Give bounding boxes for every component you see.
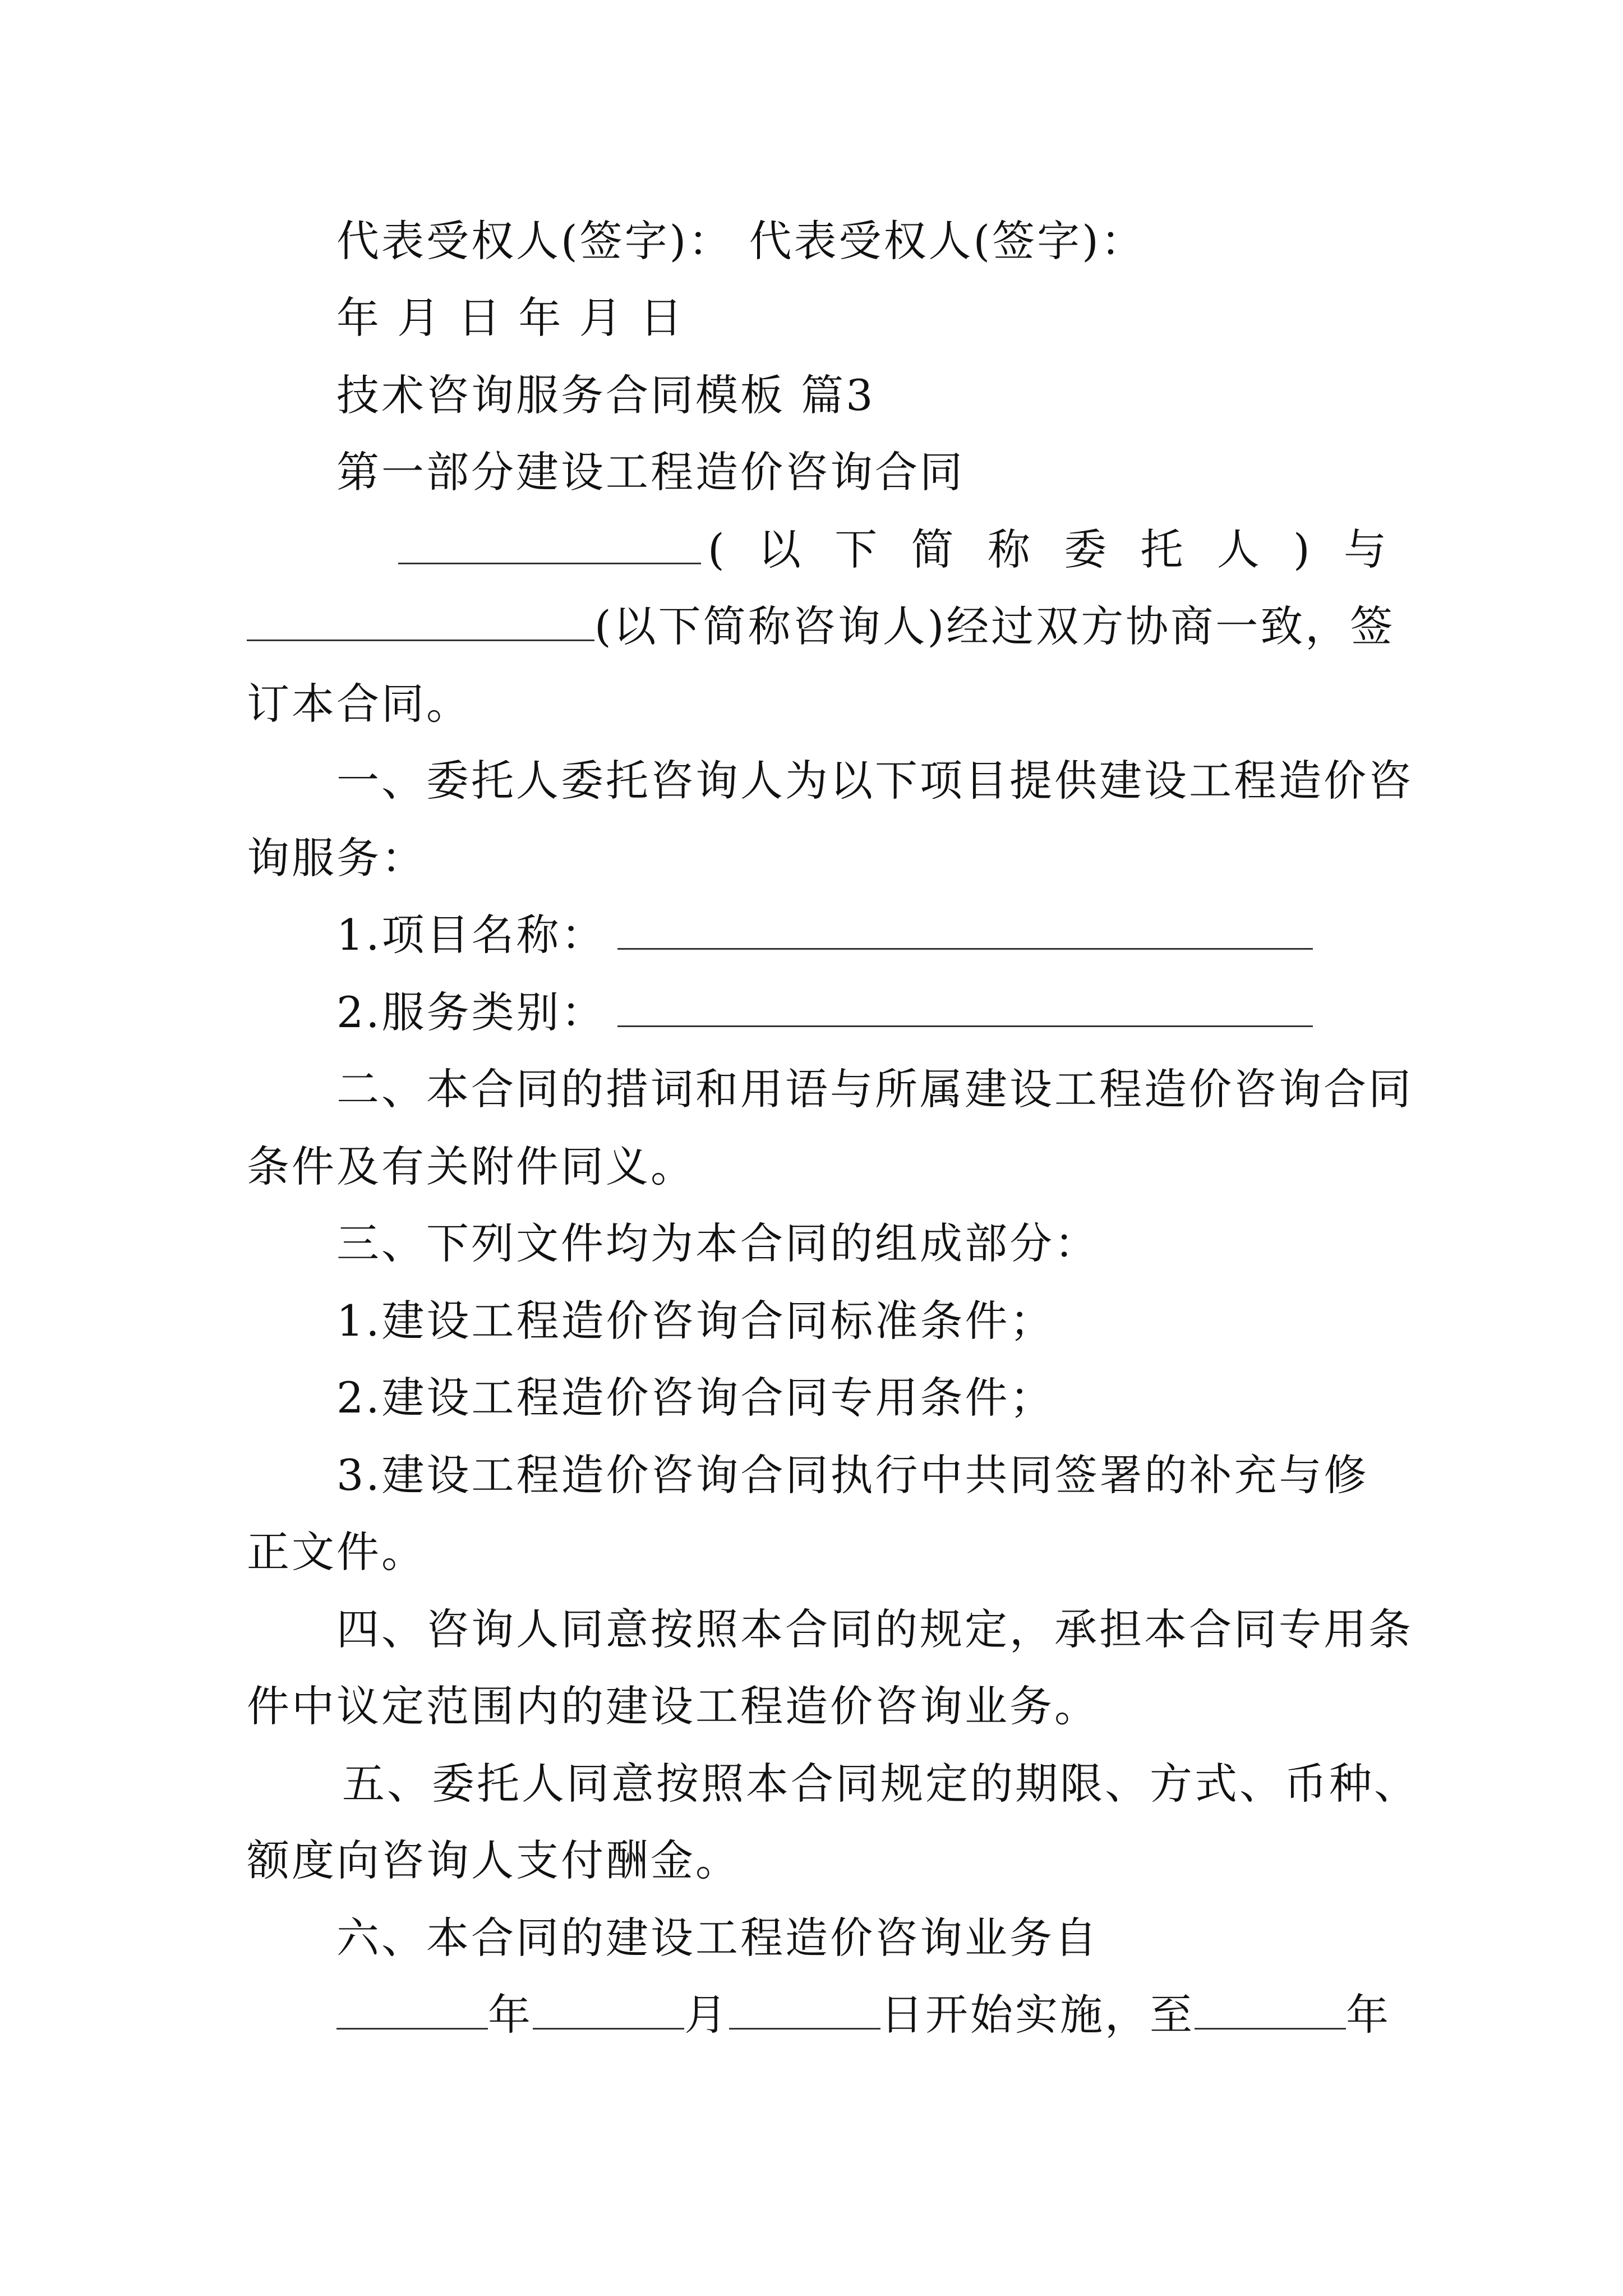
phrase-char: 委 <box>1064 524 1107 574</box>
client-definition-phrase <box>708 524 1386 575</box>
date-line: 年 月 日 年 月 日 <box>336 293 685 343</box>
service-type-line <box>336 987 1313 1038</box>
start-month-blank <box>533 1994 684 2030</box>
clause-2: 二、本合同的措词和用语与所属建设工程造价咨询合同 <box>336 1064 1413 1114</box>
year-label: 年 <box>488 1990 533 2040</box>
service-type-blank <box>617 992 1313 1027</box>
phrase-char: 人 <box>1216 524 1260 574</box>
paragraph-line: 订本合同。 <box>247 679 471 729</box>
year-label-end: 年 <box>1346 1990 1391 2040</box>
phrase-char: ) <box>1293 524 1310 574</box>
phrase-char: 下 <box>834 524 878 574</box>
clause-1: 一、委托人委托咨询人为以下项目提供建设工程造价咨 <box>336 756 1413 806</box>
phrase-char: 称 <box>987 524 1030 574</box>
end-year-blank <box>1195 1994 1346 2030</box>
project-name-blank <box>617 914 1313 950</box>
clause-4: 四、咨询人同意按照本合同的规定，承担本合同专用条 <box>336 1604 1413 1654</box>
period-line <box>336 1990 1391 2040</box>
phrase-char: 以 <box>758 524 801 574</box>
clause-5-cont: 额度向咨询人支付酬金。 <box>247 1835 740 1885</box>
month-label: 月 <box>684 1990 729 2040</box>
phrase-char: ( <box>708 524 725 574</box>
project-name-line <box>336 910 1313 960</box>
client-blank <box>398 524 701 575</box>
clause-6: 六、本合同的建设工程造价咨询业务自 <box>336 1913 1099 1963</box>
phrase-char: 托 <box>1140 524 1183 574</box>
clause-3: 三、下列文件均为本合同的组成部分： <box>336 1218 1099 1268</box>
start-year-blank <box>336 1994 488 2030</box>
clause-3-item-1: 1.建设工程造价咨询合同标准条件； <box>336 1296 1055 1346</box>
project-name-label: 1.项目名称： <box>336 910 606 960</box>
consultant-definition: (以下简称咨询人)经过双方协商一致，签 <box>594 601 1395 651</box>
clause-4-cont: 件中议定范围内的建设工程造价咨询业务。 <box>247 1681 1099 1731</box>
clause-3-item-3-cont: 正文件。 <box>247 1527 426 1577</box>
clause-1-cont: 询服务： <box>247 833 426 883</box>
service-type-label: 2.服务类别： <box>336 987 606 1037</box>
day-start-label: 日开始实施，至 <box>880 1990 1195 2040</box>
start-day-blank <box>729 1994 880 2030</box>
phrase-char: 简 <box>911 524 954 574</box>
section-heading: 技术咨询服务合同模板 篇3 <box>336 370 875 420</box>
consultant-name-blank <box>247 606 594 641</box>
clause-2-cont: 条件及有关附件同义。 <box>247 1142 695 1191</box>
phrase-char: 与 <box>1343 524 1386 574</box>
clause-3-item-3: 3.建设工程造价咨询合同执行中共同签署的补充与修 <box>336 1450 1369 1500</box>
part-title: 第一部分建设工程造价咨询合同 <box>336 447 965 497</box>
consultant-line <box>247 601 1395 652</box>
clause-3-item-2: 2.建设工程造价咨询合同专用条件； <box>336 1373 1055 1423</box>
client-name-blank <box>398 529 701 564</box>
clause-5: 五、委托人同意按照本合同规定的期限、方式、币种、 <box>342 1759 1419 1809</box>
signature-line: 代表受权人(签字)： 代表受权人(签字)： <box>336 216 1146 266</box>
